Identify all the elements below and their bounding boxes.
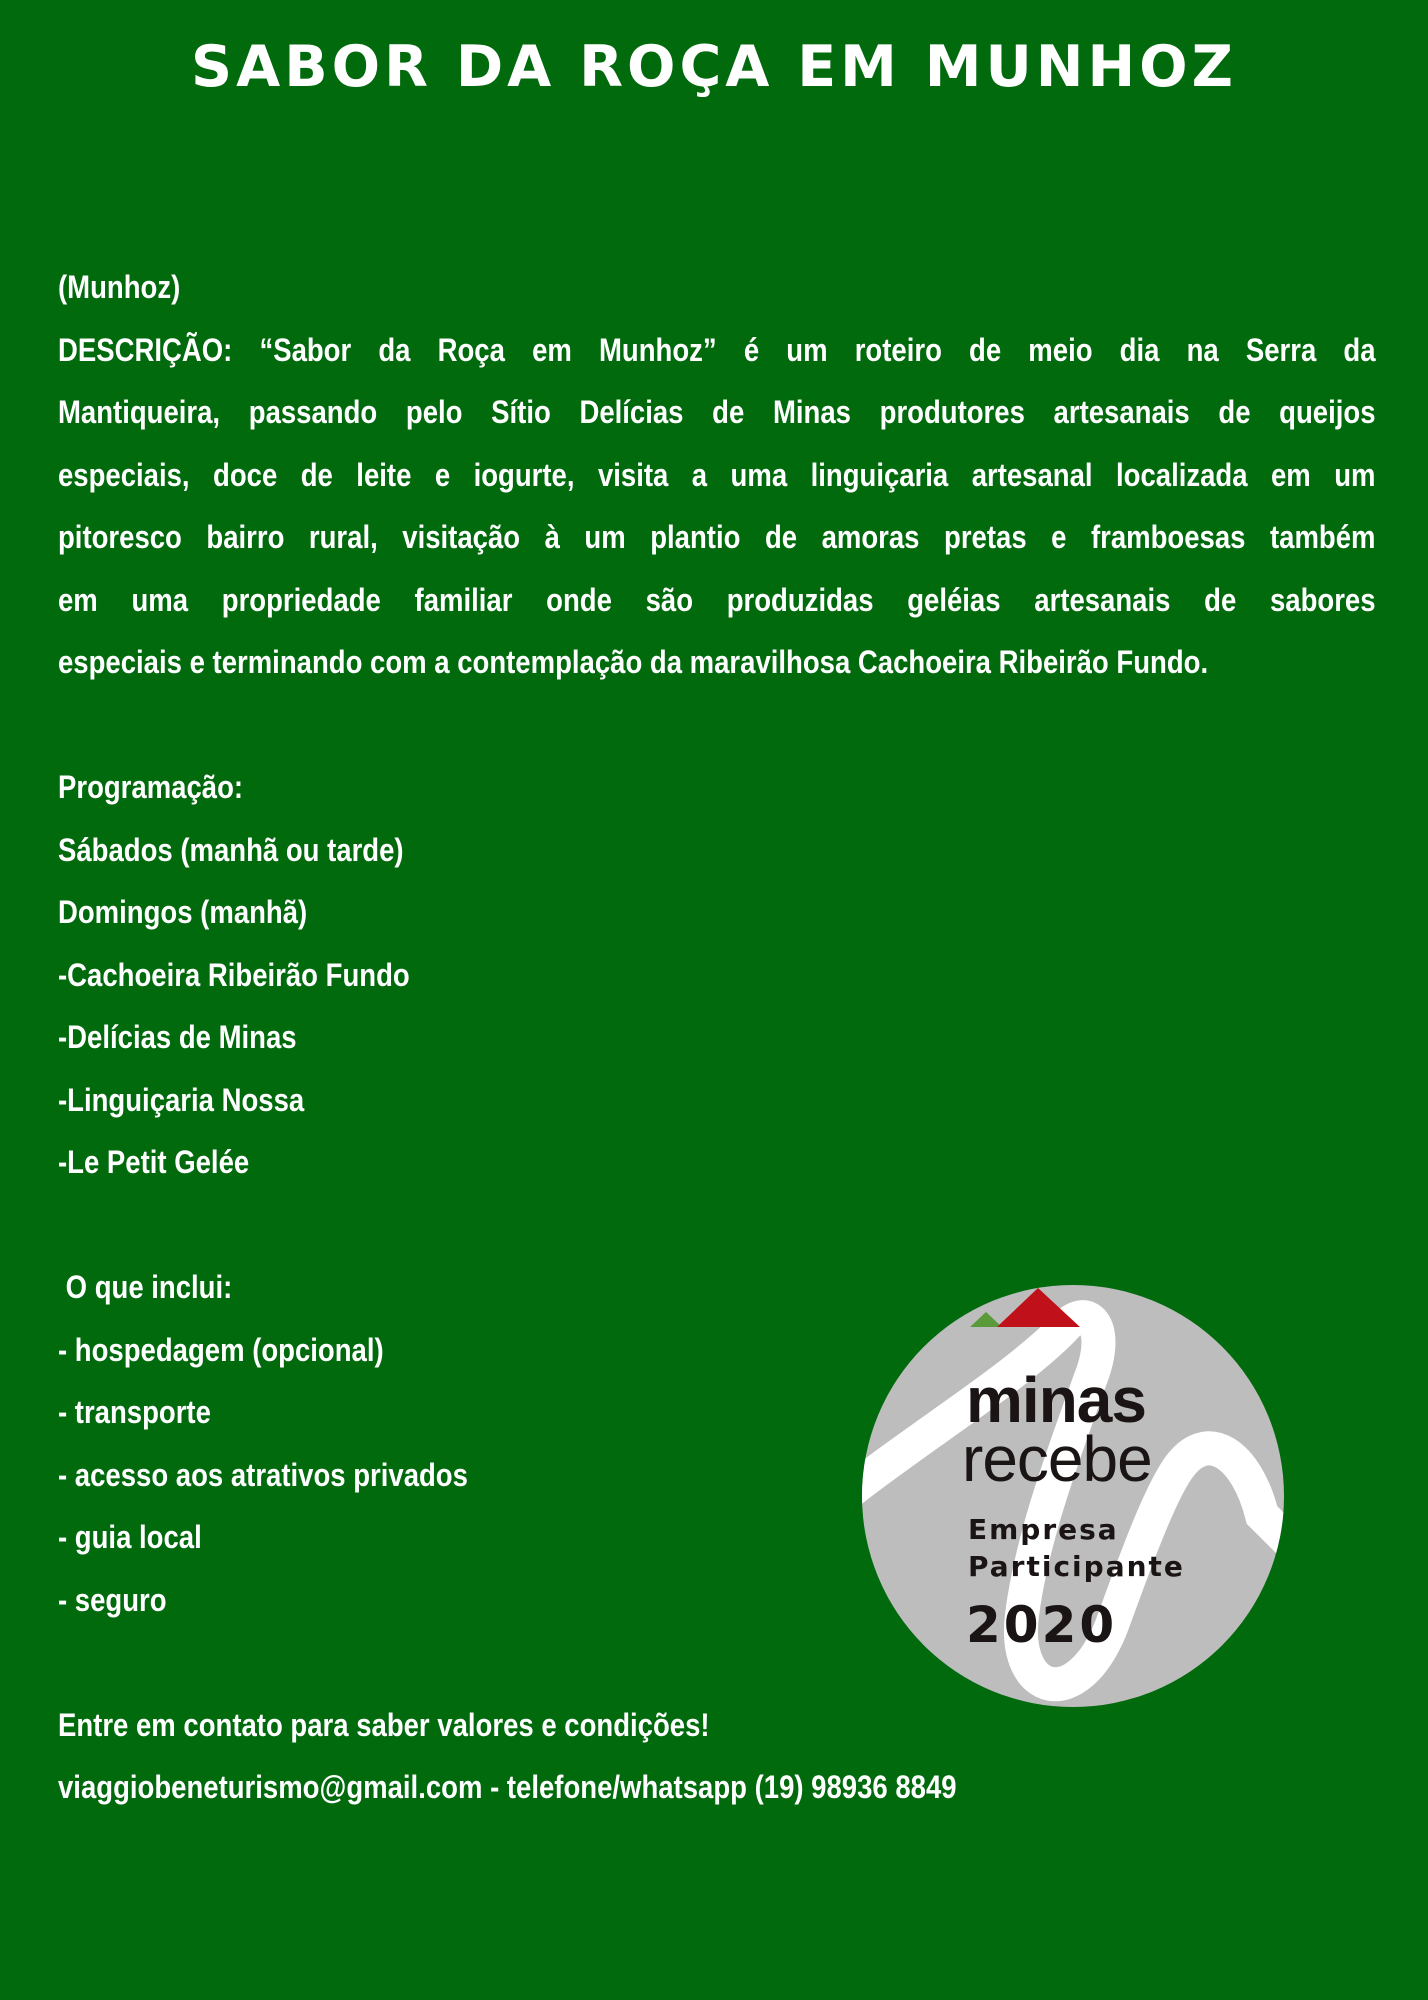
programacao-item: Domingos (manhã) <box>58 894 308 930</box>
inclui-heading: O que inclui: <box>58 1269 233 1305</box>
description-line: pitoresco bairro rural, visitação à um plantio de amoras pretas e framboesas também <box>58 519 1376 555</box>
inclui-item: - acesso aos atrativos privados <box>58 1456 468 1493</box>
description-line: especiais e terminando com a contemplação da maravilhosa Cachoeira Ribeirão Fundo. <box>58 644 1209 680</box>
programacao-item: -Cachoeira Ribeirão Fundo <box>58 956 410 993</box>
programacao-item: Sábados (manhã ou tarde) <box>58 831 404 868</box>
badge-word-minas: minas <box>966 1364 1146 1436</box>
description-line: especiais, doce de leite e iogurte, visita a uma linguiçaria artesanal localizada em um <box>58 456 1376 493</box>
programacao-item: -Le Petit Gelée <box>58 1144 250 1180</box>
badge-graphic <box>862 1285 1284 1707</box>
page-title: SABOR DA ROÇA EM MUNHOZ <box>191 34 1237 100</box>
description-line: em uma propriedade familiar onde são produzidas geléias artesanais de sabores <box>58 581 1376 618</box>
badge-word-recebe: recebe <box>962 1423 1152 1495</box>
programacao-item: -Delícias de Minas <box>58 1019 297 1055</box>
badge-line-participante: Participante <box>968 1550 1185 1583</box>
badge-year: 2020 <box>966 1596 1118 1654</box>
inclui-item: - transporte <box>58 1394 211 1430</box>
contact-cta: Entre em contato para saber valores e condições! <box>58 1706 710 1743</box>
inclui-item: - seguro <box>58 1581 167 1618</box>
contact-details: viaggiobeneturismo@gmail.com - telefone/whatsapp (19) 98936 8849 <box>58 1769 957 1805</box>
minas-recebe-badge <box>862 1285 1284 1707</box>
programacao-heading: Programação: <box>58 769 244 805</box>
description-line: Mantiqueira, passando pelo Sítio Delícias de Minas produtores artesanais de queijos <box>58 394 1376 430</box>
description-line: DESCRIÇÃO: “Sabor da Roça em Munhoz” é um roteiro de meio dia na Serra da <box>58 331 1376 368</box>
badge-line-empresa: Empresa <box>968 1513 1119 1546</box>
inclui-item: - guia local <box>58 1519 202 1555</box>
location-text: (Munhoz) <box>58 269 181 305</box>
inclui-item: - hospedagem (opcional) <box>58 1331 384 1368</box>
programacao-item: -Linguiçaria Nossa <box>58 1081 305 1118</box>
